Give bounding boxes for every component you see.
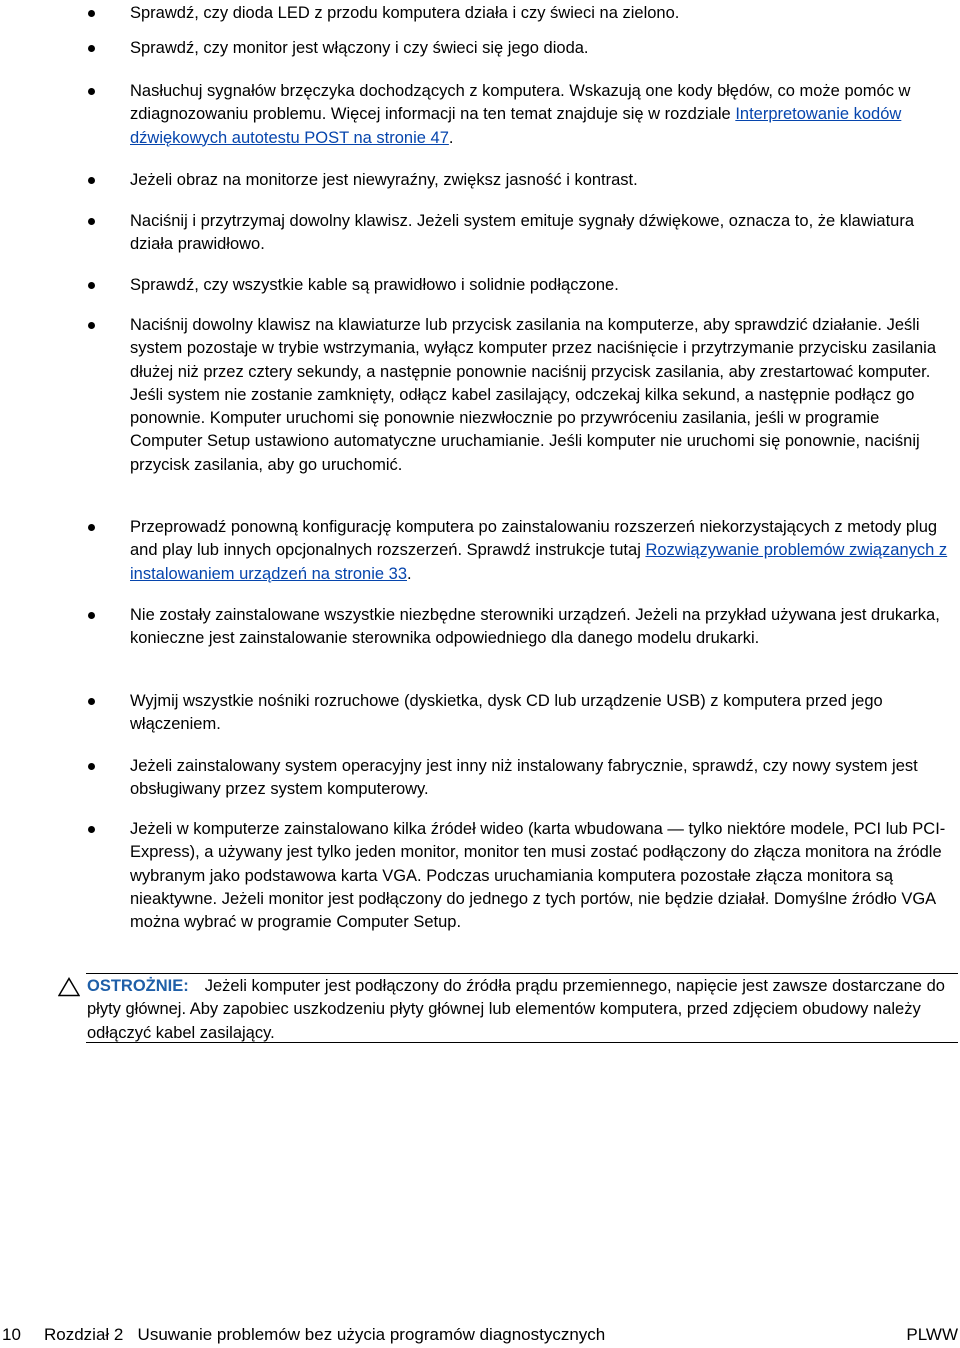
list-item: [130, 604, 956, 651]
bullet-icon: [88, 826, 95, 833]
list-item: [130, 690, 956, 737]
bullet-icon: [88, 322, 95, 329]
bullet-icon: [88, 282, 95, 289]
list-item-text: Sprawdź, czy wszystkie kable są prawidłowo i solidnie podłączone.: [130, 276, 619, 294]
device-install-link[interactable]: Rozwiązywanie problemów związanych z instalowaniem urządzeń na stronie 33: [130, 541, 948, 583]
bullet-icon: [88, 177, 95, 184]
list-item-text-end: .: [407, 564, 412, 583]
list-item-text: Wyjmij wszystkie nośniki rozruchowe (dyskietka, dysk CD lub urządzenie USB) z komputera przed jego włączeniem.: [130, 692, 883, 734]
caution-text: [87, 975, 957, 1045]
bullet-icon: [88, 763, 95, 770]
list-item: [130, 80, 956, 150]
bullet-icon: [88, 10, 95, 17]
bullet-icon: [88, 698, 95, 705]
list-item: [130, 274, 956, 297]
caution-rule-top: [86, 973, 958, 974]
caution-rule-bottom: [86, 1042, 958, 1043]
list-item: [130, 818, 956, 934]
list-item-text: Przeprowadź ponowną konfigurację komputera po zainstalowaniu rozszerzeń niekorzystających z metody plug and play lub innych opcjonalnych rozszerzeń. Sprawdź instrukcje tutaj: [130, 518, 938, 560]
list-item-text: Jeżeli zainstalowany system operacyjny jest inny niż instalowany fabrycznie, sprawdź, czy nowy system jest obsługiwany przez system komputerowy.: [130, 757, 918, 799]
page-footer: [0, 1324, 960, 1348]
list-item-text: Nasłuchuj sygnałów brzęczyka dochodzących z komputera. Wskazują one kody błędów, co może pomóc w zdiagnozowaniu problemu. Więcej informacji na ten temat znajduje się w rozdziale: [130, 82, 911, 124]
list-item-text: Sprawdź, czy monitor jest włączony i czy świeci się jego dioda.: [130, 39, 589, 57]
list-item-text: Nie zostały zainstalowane wszystkie niezbędne sterowniki urządzeń. Jeżeli na przykład używana jest drukarka, konieczne jest zainstalowanie sterownika odpowiedniego dla danego modelu drukarki.: [130, 606, 940, 648]
list-item-text: Naciśnij i przytrzymaj dowolny klawisz. Jeżeli system emituje sygnały dźwiękowe, oznacza to, że klawiatura działa prawidłowo.: [130, 212, 915, 254]
caution-body: Jeżeli komputer jest podłączony do źródła prądu przemiennego, napięcie jest zawsze dostarczane do płyty głównej. Aby zapobiec uszkodzeniu płyty głównej lub elementów komputera, przed zdjęciem obudowy należy odłączyć kabel zasilający.: [87, 977, 945, 1042]
list-item: [130, 2, 956, 25]
bullet-icon: [88, 88, 95, 95]
list-item-text: Naciśnij dowolny klawisz na klawiaturze lub przycisk zasilania na komputerze, aby sprawdzić działanie. Jeśli system pozostaje w trybie wstrzymania, wyłącz komputer przez naciśnięcie i przytrzymanie przycisku zasilania dłużej niż przez cztery sekundy, a następnie ponownie naciśnij przycisk zasilania, aby zrestartować komputer. Jeśli system nie zostanie zamknięty, odłącz kabel zasilający, odczekaj kilka sekund, a następnie podłącz go ponownie. Komputer uruchomi się ponownie niezwłocznie po przywróceniu zasilania, jeśli w programie Computer Setup ustawiono automatyczne uruchamianie. Jeśli komputer nie uruchomi się ponownie, naciśnij przycisk zasilania, aby go uruchomić.: [130, 316, 937, 474]
list-item: [130, 37, 956, 60]
list-item: [130, 755, 956, 802]
list-item: [130, 516, 956, 586]
warning-triangle-icon: [58, 977, 80, 997]
list-item-text: Jeżeli obraz na monitorze jest niewyraźny, zwiększ jasność i kontrast.: [130, 171, 638, 189]
bullet-icon: [88, 218, 95, 225]
bullet-icon: [88, 612, 95, 619]
list-item-text-end: .: [448, 128, 454, 147]
list-item-text: Sprawdź, czy dioda LED z przodu komputera działa i czy świeci na zielono.: [130, 4, 680, 22]
bullet-icon: [88, 45, 95, 52]
doc-code: PLWW: [906, 1325, 958, 1344]
page-number: 10: [2, 1325, 21, 1344]
bullet-icon: [88, 524, 95, 531]
caution-label: OSTROŻNIE:: [87, 977, 189, 995]
list-item: [130, 314, 956, 477]
list-item: [130, 210, 956, 257]
chapter-title: Rozdział 2 Usuwanie problemów bez użycia programów diagnostycznych: [44, 1325, 606, 1344]
post-codes-link[interactable]: Interpretowanie kodów dźwiękowych autotestu POST na stronie 47: [130, 105, 902, 147]
list-item: [130, 169, 956, 192]
list-item-text: Jeżeli w komputerze zainstalowano kilka źródeł wideo (karta wbudowana — tylko niektóre modele, PCI lub PCI-Express), a używany jest tylko jeden monitor, monitor ten musi zostać podłączony do złącza monitora na źródle wybranym jako podstawowa karta VGA. Podczas uruchamiania komputera pozostałe złącza monitora są nieaktywne. Jeżeli monitor jest podłączony do jednego z tych portów, nie będzie działał. Domyślne źródło VGA można wybrać w programie Computer Setup.: [130, 820, 946, 932]
